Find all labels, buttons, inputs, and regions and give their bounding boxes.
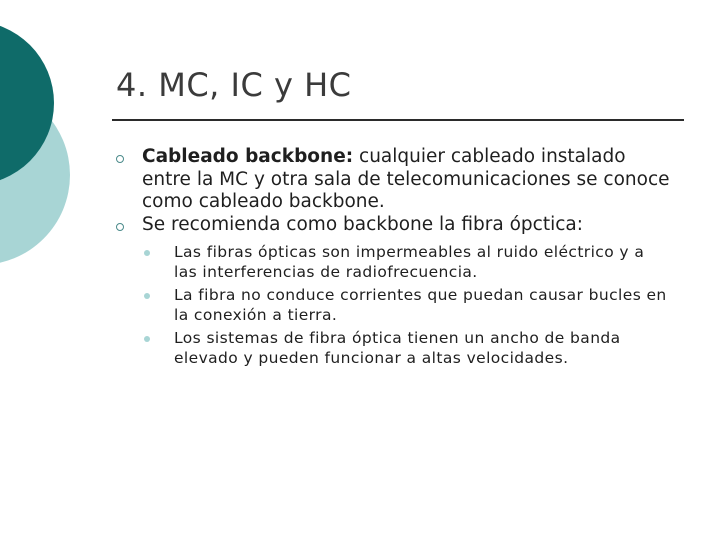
sub-bullet-item [144, 328, 672, 368]
sub-bullet-icon [144, 250, 150, 256]
bullet-bold-term: Cableado backbone: [142, 146, 354, 167]
sub-bullet-item [144, 285, 672, 325]
sub-bullet-list [112, 242, 672, 368]
sub-bullet-text: La fibra no conduce corrientes que puedan causar bucles en la conexión a tierra. [174, 286, 667, 324]
slide-title: 4. MC, IC y HC [116, 66, 352, 104]
bullet-item [112, 214, 672, 237]
bullet-item [112, 146, 672, 214]
sub-bullet-icon [144, 293, 150, 299]
slide-content [112, 146, 672, 371]
bullet-text: Se recomienda como backbone la fibra ópctica: [142, 213, 583, 235]
bullet-icon [116, 155, 124, 163]
sub-bullet-icon [144, 336, 150, 342]
bullet-text: cualquier cableado instalado entre la MC y otra sala de telecomunicaciones se conoce como cableado backbone. [142, 146, 670, 212]
decorative-circles [0, 0, 80, 300]
sub-bullet-text: Las fibras ópticas son impermeables al ruido eléctrico y a las interferencias de radiofrecuencia. [174, 243, 645, 281]
title-divider [112, 119, 684, 121]
sub-bullet-item [144, 242, 672, 282]
sub-bullet-text: Los sistemas de fibra óptica tienen un ancho de banda elevado y pueden funcionar a altas velocidades. [174, 329, 621, 367]
bullet-icon [116, 223, 124, 231]
